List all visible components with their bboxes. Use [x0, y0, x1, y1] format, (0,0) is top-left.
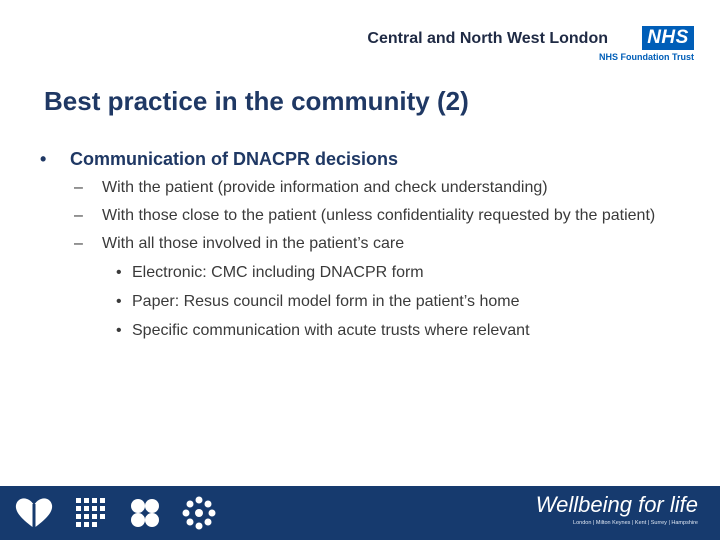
org-name: Central and North West London	[367, 30, 608, 47]
dot-grid-icon	[74, 496, 108, 530]
locations-line: London | Milton Keynes | Kent | Surrey | Hampshire	[573, 520, 698, 526]
sub-sub-bullet	[36, 261, 676, 285]
bullet-mark: •	[116, 293, 122, 310]
sub-bullet-text: With all those involved in the patient’s care	[102, 235, 405, 252]
sub-sub-bullet	[36, 290, 676, 314]
footer-icon-strip	[14, 496, 216, 530]
sub-sub-bullet	[36, 319, 676, 343]
nhs-logo-badge: NHS	[642, 26, 694, 50]
dash-mark: –	[74, 179, 83, 196]
sub-bullet-text: With those close to the patient (unless confidentiality requested by the patient)	[102, 207, 656, 224]
dash-mark: –	[74, 207, 83, 224]
sub-bullet	[36, 204, 676, 228]
sub-bullet	[36, 176, 676, 200]
dash-mark: –	[74, 235, 83, 252]
slide-content	[36, 146, 676, 343]
tagline: Wellbeing for life	[535, 492, 698, 517]
bullet-level1	[36, 146, 676, 172]
bullet-mark: •	[116, 264, 122, 281]
sub-sub-bullet-text: Electronic: CMC including DNACPR form	[132, 264, 424, 281]
trust-name: NHS Foundation Trust	[599, 52, 694, 62]
footer-band	[0, 486, 720, 540]
heart-icon	[14, 496, 54, 530]
header-logo	[367, 26, 694, 66]
sub-bullet-text: With the patient (provide information and check understanding)	[102, 179, 548, 196]
sub-sub-bullet-text: Paper: Resus council model form in the patient’s home	[132, 293, 520, 310]
bullet-mark: •	[116, 322, 122, 339]
sub-sub-bullet-text: Specific communication with acute trusts where relevant	[132, 322, 530, 339]
clover-icon	[128, 496, 162, 530]
sub-bullet-list	[36, 176, 676, 343]
bullet-mark: •	[40, 149, 47, 169]
bullet-text: Communication of DNACPR decisions	[70, 149, 399, 169]
flower-ring-icon	[182, 496, 216, 530]
sub-bullet	[36, 232, 676, 256]
slide-title: Best practice in the community (2)	[44, 86, 469, 116]
